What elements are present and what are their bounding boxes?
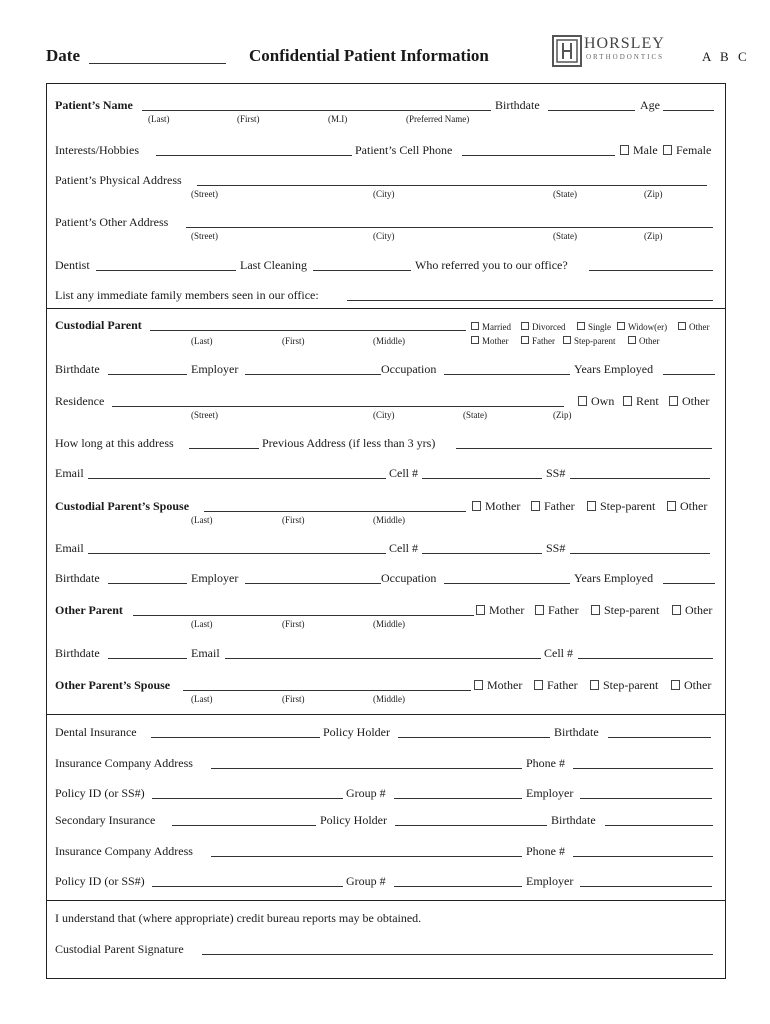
sub-label: (City) [373, 189, 395, 199]
insurance-employer-label: Employer [526, 786, 574, 800]
marital-married-checkbox[interactable] [471, 322, 511, 332]
brand-subtitle: ORTHODONTICS [586, 53, 665, 61]
dental-insurance-field[interactable] [151, 737, 320, 738]
other-spouse-stepparent-checkbox[interactable] [590, 678, 658, 692]
other-parent-birthdate-field[interactable] [108, 658, 187, 659]
checkbox-icon [535, 605, 544, 615]
secondary-employer-label: Employer [526, 874, 574, 888]
checkbox-icon [472, 501, 481, 511]
spouse-father-checkbox[interactable] [531, 499, 575, 513]
option-label: Mother [489, 603, 525, 617]
checkbox-icon [623, 396, 632, 406]
checkbox-icon [590, 680, 599, 690]
checkbox-icon [587, 501, 596, 511]
checkbox-icon [471, 322, 479, 330]
sub-label: (Middle) [373, 336, 405, 346]
spouse-email-field[interactable] [88, 553, 386, 554]
checkbox-icon [577, 322, 585, 330]
group-label: Group # [346, 786, 386, 800]
form-variant-b: B [720, 49, 729, 64]
option-label: Married [482, 322, 511, 332]
marital-other-checkbox[interactable] [678, 322, 710, 332]
sub-label: (Preferred Name) [406, 114, 470, 124]
other-parent-stepparent-checkbox[interactable] [591, 603, 659, 617]
date-label: Date [46, 46, 80, 65]
option-label: Mother [487, 678, 523, 692]
patient-cell-field[interactable] [462, 155, 615, 156]
option-label: Other [684, 678, 712, 692]
dentist-label: Dentist [55, 258, 90, 272]
custodial-mother-checkbox[interactable] [471, 336, 509, 346]
signature-field[interactable] [202, 954, 713, 955]
policy-holder-label: Policy Holder [323, 725, 390, 739]
how-long-label: How long at this address [55, 436, 174, 450]
custodial-years-field[interactable] [663, 374, 715, 375]
option-label: Other [682, 394, 710, 408]
option-label: Other [685, 603, 713, 617]
option-label: Rent [636, 394, 659, 408]
secondary-insurance-label: Secondary Insurance [55, 813, 156, 827]
sub-label: (Middle) [373, 619, 405, 629]
section-divider [46, 308, 726, 309]
secondary-birthdate-field[interactable] [605, 825, 713, 826]
option-label: Single [588, 322, 612, 332]
patient-age-label: Age [640, 98, 660, 112]
spouse-ssn-field[interactable] [570, 553, 710, 554]
sub-label: (First) [282, 515, 305, 525]
spouse-mother-checkbox[interactable] [472, 499, 520, 513]
spouse-cell-field[interactable] [422, 553, 542, 554]
other-parent-mother-checkbox[interactable] [476, 603, 524, 617]
checkbox-icon [591, 605, 600, 615]
other-parent-email-field[interactable] [225, 658, 541, 659]
option-label: Step-parent [574, 336, 616, 346]
option-label: Father [532, 336, 555, 346]
spouse-label: Custodial Parent’s Spouse [55, 499, 190, 513]
sub-label: (State) [553, 189, 577, 199]
section-divider [46, 714, 726, 715]
referred-label: Who referred you to our office? [415, 258, 568, 272]
custodial-parent-label: Custodial Parent [55, 318, 142, 332]
sub-label: (Street) [191, 410, 218, 420]
spouse-occupation-field[interactable] [444, 583, 570, 584]
sub-label: (Middle) [373, 515, 405, 525]
dentist-field[interactable] [96, 270, 236, 271]
female-checkbox[interactable] [663, 143, 711, 157]
checkbox-icon [620, 145, 629, 155]
sub-label: (First) [282, 619, 305, 629]
option-label: Mother [485, 499, 521, 513]
company-address-label: Insurance Company Address [55, 756, 193, 770]
custodial-email-label: Email [55, 466, 84, 480]
residence-label: Residence [55, 394, 105, 408]
previous-address-label: Previous Address (if less than 3 yrs) [262, 436, 436, 450]
checkbox-icon [678, 322, 686, 330]
checkbox-icon [671, 680, 680, 690]
marital-divorced-checkbox[interactable] [521, 322, 566, 332]
group-field[interactable] [394, 798, 522, 799]
sub-label: (State) [463, 410, 487, 420]
other-parent-email-label: Email [191, 646, 220, 660]
residence-other-checkbox[interactable] [669, 394, 709, 408]
secondary-group-label: Group # [346, 874, 386, 888]
secondary-insurance-field[interactable] [172, 825, 316, 826]
checkbox-icon [628, 336, 636, 344]
custodial-employer-label: Employer [191, 362, 239, 376]
patient-name-field[interactable] [142, 110, 491, 111]
sub-label: (First) [282, 336, 305, 346]
spouse-email-label: Email [55, 541, 84, 555]
secondary-birthdate-label: Birthdate [551, 813, 596, 827]
secondary-policy-id-label: Policy ID (or SS#) [55, 874, 145, 888]
checkbox-icon [669, 396, 678, 406]
patient-cell-label: Patient’s Cell Phone [355, 143, 453, 157]
spouse-occupation-label: Occupation [381, 571, 437, 585]
section-divider [46, 900, 726, 901]
sub-label: (First) [282, 694, 305, 704]
form-variant-a: A [702, 49, 712, 64]
insurance-employer-field[interactable] [580, 798, 712, 799]
custodial-ssn-label: SS# [546, 466, 566, 480]
patient-birthdate-label: Birthdate [495, 98, 540, 112]
checkbox-icon [667, 501, 676, 511]
other-address-field[interactable] [186, 227, 713, 228]
physical-address-label: Patient’s Physical Address [55, 173, 182, 187]
spouse-cell-label: Cell # [389, 541, 418, 555]
interests-field[interactable] [156, 155, 352, 156]
option-label: Father [548, 603, 579, 617]
checkbox-icon [474, 680, 483, 690]
option-label: Father [544, 499, 575, 513]
horsley-logo-icon [552, 35, 582, 67]
option-label: Step-parent [604, 603, 660, 617]
custodial-birthdate-field[interactable] [108, 374, 187, 375]
secondary-phone-field[interactable] [573, 856, 713, 857]
signature-label: Custodial Parent Signature [55, 942, 184, 956]
spouse-birthdate-field[interactable] [108, 583, 187, 584]
option-label: Other [639, 336, 660, 346]
other-spouse-other-checkbox[interactable] [671, 678, 711, 692]
sub-label: (Last) [191, 515, 213, 525]
policy-holder-field[interactable] [398, 737, 550, 738]
other-parent-father-checkbox[interactable] [535, 603, 579, 617]
sub-label: (First) [237, 114, 260, 124]
other-parent-cell-label: Cell # [544, 646, 573, 660]
date-field[interactable] [89, 63, 226, 64]
sub-label: (City) [373, 410, 395, 420]
checkbox-icon [663, 145, 672, 155]
last-cleaning-field[interactable] [313, 270, 411, 271]
sub-label: (Last) [191, 619, 213, 629]
option-label: Other [680, 499, 708, 513]
secondary-company-address-field[interactable] [211, 856, 522, 857]
marital-single-checkbox[interactable] [577, 322, 611, 332]
policy-id-label: Policy ID (or SS#) [55, 786, 145, 800]
custodial-birthdate-label: Birthdate [55, 362, 100, 376]
checkbox-icon [578, 396, 587, 406]
referred-field[interactable] [589, 270, 713, 271]
company-address-field[interactable] [211, 768, 522, 769]
custodial-cell-field[interactable] [422, 478, 542, 479]
other-parent-birthdate-label: Birthdate [55, 646, 100, 660]
checkbox-icon [672, 605, 681, 615]
sub-label: (Zip) [553, 410, 572, 420]
policy-id-field[interactable] [152, 798, 343, 799]
custodial-years-label: Years Employed [574, 362, 654, 376]
female-label: Female [676, 143, 712, 157]
consent-statement: I understand that (where appropriate) credit bureau reports may be obtained. [55, 911, 422, 925]
marital-widow-checkbox[interactable] [617, 322, 667, 332]
sub-label: (Last) [191, 694, 213, 704]
dental-insurance-label: Dental Insurance [55, 725, 137, 739]
checkbox-icon [617, 322, 625, 330]
sub-label: (Last) [191, 336, 213, 346]
company-phone-field[interactable] [573, 768, 713, 769]
other-parent-label: Other Parent [55, 603, 123, 617]
other-spouse-label: Other Parent’s Spouse [55, 678, 171, 692]
residence-field[interactable] [112, 406, 564, 407]
holder-birthdate-field[interactable] [608, 737, 711, 738]
checkbox-icon [531, 501, 540, 511]
option-label: Step-parent [603, 678, 659, 692]
last-cleaning-label: Last Cleaning [240, 258, 307, 272]
option-label: Mother [482, 336, 509, 346]
secondary-group-field[interactable] [394, 886, 522, 887]
checkbox-icon [476, 605, 485, 615]
patient-birthdate-field[interactable] [548, 110, 635, 111]
residence-rent-checkbox[interactable] [623, 394, 659, 408]
option-label: Own [591, 394, 615, 408]
custodial-occupation-field[interactable] [444, 374, 570, 375]
checkbox-icon [521, 322, 529, 330]
sub-label: (Middle) [373, 694, 405, 704]
option-label: Step-parent [600, 499, 656, 513]
custodial-father-checkbox[interactable] [521, 336, 555, 346]
spouse-birthdate-label: Birthdate [55, 571, 100, 585]
custodial-email-field[interactable] [88, 478, 386, 479]
secondary-holder-field[interactable] [395, 825, 547, 826]
male-label: Male [633, 143, 658, 157]
custodial-ssn-field[interactable] [570, 478, 710, 479]
secondary-policy-id-field[interactable] [152, 886, 343, 887]
custodial-employer-field[interactable] [245, 374, 381, 375]
family-field[interactable] [347, 300, 713, 301]
sub-label: (Street) [191, 231, 218, 241]
interests-label: Interests/Hobbies [55, 143, 139, 157]
family-label: List any immediate family members seen in our office: [55, 288, 319, 302]
sub-label: (Zip) [644, 231, 663, 241]
form-variant-c: C [738, 49, 747, 64]
sub-label: (State) [553, 231, 577, 241]
sub-label: (Street) [191, 189, 218, 199]
custodial-stepparent-checkbox[interactable] [563, 336, 615, 346]
option-label: Widow(er) [628, 322, 668, 332]
spouse-ssn-label: SS# [546, 541, 566, 555]
secondary-holder-label: Policy Holder [320, 813, 387, 827]
spouse-years-label: Years Employed [574, 571, 654, 585]
patient-name-label: Patient’s Name [55, 98, 133, 112]
sub-label: (M.I) [328, 114, 348, 124]
other-spouse-mother-checkbox[interactable] [474, 678, 522, 692]
checkbox-icon [534, 680, 543, 690]
other-address-label: Patient’s Other Address [55, 215, 169, 229]
brand-name: HORSLEY [584, 35, 665, 52]
other-parent-cell-field[interactable] [578, 658, 713, 659]
other-spouse-name-field[interactable] [183, 690, 471, 691]
sub-label: (City) [373, 231, 395, 241]
secondary-phone-label: Phone # [526, 844, 565, 858]
secondary-company-address-label: Insurance Company Address [55, 844, 193, 858]
secondary-employer-field[interactable] [580, 886, 712, 887]
custodial-other-checkbox[interactable] [628, 336, 660, 346]
custodial-occupation-label: Occupation [381, 362, 437, 376]
how-long-field[interactable] [189, 448, 259, 449]
custodial-cell-label: Cell # [389, 466, 418, 480]
company-phone-label: Phone # [526, 756, 565, 770]
option-label: Divorced [532, 322, 566, 332]
spouse-other-checkbox[interactable] [667, 499, 707, 513]
holder-birthdate-label: Birthdate [554, 725, 599, 739]
spouse-name-field[interactable] [204, 511, 466, 512]
spouse-employer-label: Employer [191, 571, 239, 585]
spouse-employer-field[interactable] [245, 583, 381, 584]
other-parent-name-field[interactable] [133, 615, 474, 616]
option-label: Father [547, 678, 578, 692]
spouse-years-field[interactable] [663, 583, 715, 584]
male-checkbox[interactable] [620, 143, 658, 157]
residence-own-checkbox[interactable] [578, 394, 614, 408]
physical-address-field[interactable] [197, 185, 707, 186]
sub-label: (Last) [148, 114, 170, 124]
other-parent-other-checkbox[interactable] [672, 603, 712, 617]
sub-label: (Zip) [644, 189, 663, 199]
patient-age-field[interactable] [663, 110, 714, 111]
spouse-stepparent-checkbox[interactable] [587, 499, 655, 513]
option-label: Other [689, 322, 710, 332]
checkbox-icon [521, 336, 529, 344]
checkbox-icon [471, 336, 479, 344]
page-title: Confidential Patient Information [249, 46, 489, 65]
custodial-parent-name-field[interactable] [150, 330, 466, 331]
previous-address-field[interactable] [456, 448, 712, 449]
other-spouse-father-checkbox[interactable] [534, 678, 578, 692]
checkbox-icon [563, 336, 571, 344]
